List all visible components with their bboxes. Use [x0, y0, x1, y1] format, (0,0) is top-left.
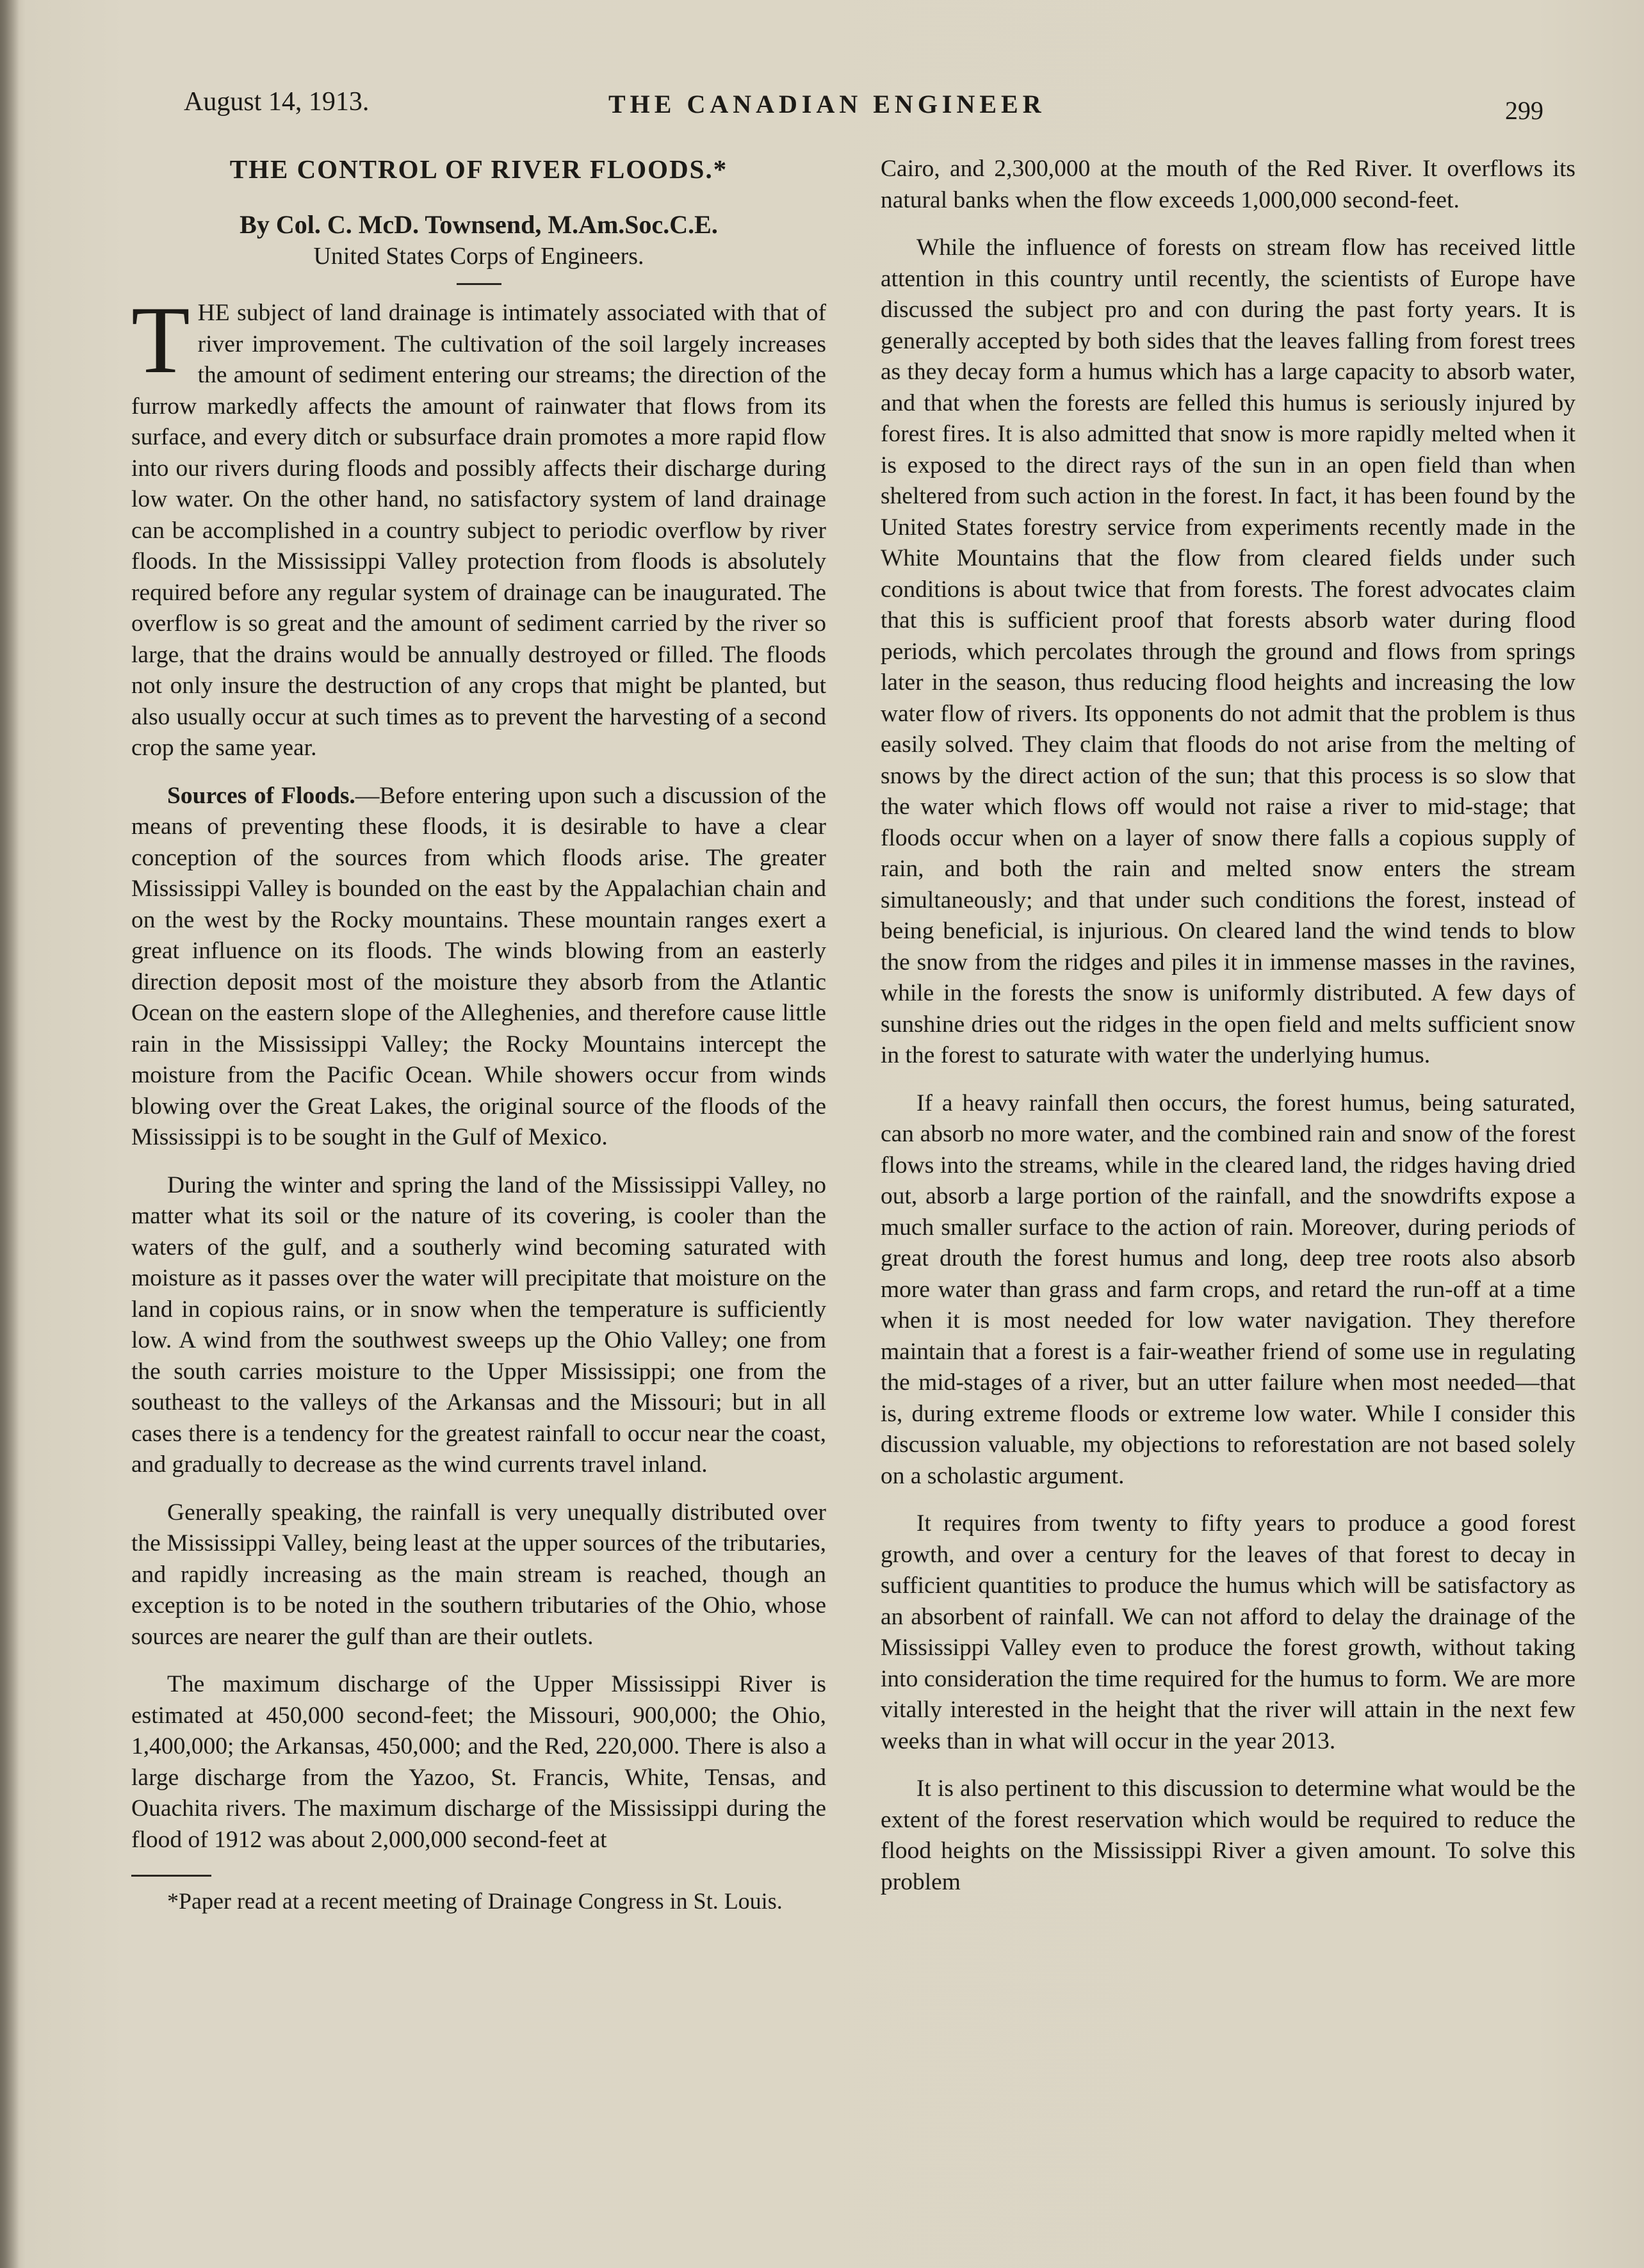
paragraph-intro	[131, 287, 826, 764]
paragraph-sources	[131, 781, 826, 1154]
paragraph-forest-reservation: It is also pertinent to this discussion to determine what would be the extent of the forest reservation which would be required to reduce the flood heights on the Mississippi River a given amount. To solve this problem	[881, 1775, 1575, 1895]
paragraph-intro-text: HE subject of land drainage is intimately associated with that of river improvement. The cultivation of the soil largely increases the amount of sediment entering our streams; the direction of the furrow markedly affects the amount of rainwater that flows from its surface, and every ditch or subsurface drain promotes a more rapid flow into our rivers during floods and possibly affects their discharge during low water. On the other hand, no satisfactory system of land drainage can be accomplished in a country subject to periodic overflow by river floods. In the Mississippi Valley protection from floods is absolutely required before any regular system of drainage can be inaugurated. The overflow is so great and the amount of sediment carried by the river so large, that the drains would be annually destroyed or filled. The floods not only insure the destruction of any crops that might be planted, but also usually occur at such times as to prevent the harvesting of a second crop the same year.	[131, 300, 826, 761]
author-affiliation: United States Corps of Engineers.	[313, 243, 644, 270]
page-number: 299	[1505, 96, 1543, 125]
paragraph-forest-growth: It requires from twenty to fifty years to produce a good forest growth, and over a century for the leaves of that forest to decay in sufficient quantities to produce the humus which will be satisfactory as an absorbent of rainfall. We can not afford to delay the drainage of the Mississippi Valley even to produce the forest growth, without taking into consideration the time required for the humus to form. We are more vitally interested in the height that the river will attain in the next few weeks than in what will occur in the year 2013.	[881, 1510, 1575, 1754]
paragraph-heavy-rainfall: If a heavy rainfall then occurs, the forest humus, being saturated, can absorb no more water, and the combined rain and snow of the forest flows into the streams, while in the cleared land, the ridges having dried out, absorb a large portion of the rainfall, and the snowdrifts expose a much smaller surface to the action of rain. Moreover, during periods of great drouth the forest humus and long, deep tree roots also absorb more water than grass and farm crops, and retard the run-off at a time when it is most needed for low water navigation. They therefore maintain that a forest is a fair-weather friend of some use in regulating the mid-stages of a river, but an utter failure when most needed—that is, during extreme floods or extreme low water. While I consider this discussion valuable, my objections to reforestation are not based solely on a scholastic argument.	[881, 1089, 1575, 1489]
paragraph-winter-spring: During the winter and spring the land of the Mississippi Valley, no matter what its soil or the nature of its covering, is cooler than the waters of the gulf, and a southerly wind becoming saturated with moisture as it passes over the water will precipitate that moisture on the land in copious rains, or in snow when the temperature is sufficiently low. A wind from the southwest sweeps up the Ohio Valley; one from the south carries moisture to the Upper Mississippi; one from the southeast to the valleys of the Arkansas and the Missouri; but in all cases there is a tendency for the greatest rainfall to occur near the coast, and gradually to decrease as the wind currents travel inland.	[131, 1171, 826, 1478]
journal-title: THE CANADIAN ENGINEER	[608, 90, 1046, 118]
paragraph-sources-text: —Before entering upon such a discussion of the means of preventing these floods, it is desirable to have a clear conception of the sources from which floods arise. The greater Mississippi Valley is bounded on the east by the Appalachian chain and on the west by the Rocky mountains. These mountain ranges exert a great influence on its floods. The winds blowing from an easterly direction deposit most of the moisture they absorb from the Atlantic Ocean on the eastern slope of the Allegheniеs, and therefore cause little rain in the Mississippi Valley; the Rocky Mountains intercept the moisture from the Pacific Ocean. While showers occur from winds blowing over the Great Lakes, the original source of the floods of the Mississippi is to be sought in the Gulf of Mexico.	[131, 782, 827, 1150]
section-heading-sources: Sources of Floods.	[167, 782, 355, 809]
author-byline: By Col. C. McD. Townsend, M.Am.Soc.C.E.	[240, 210, 718, 239]
paragraph-cairo: Cairo, and 2,300,000 at the mouth of the Red River. It overflows its natural banks when the flow exceeds 1,000,000 second-feet.	[881, 156, 1575, 213]
paragraph-rainfall: Generally speaking, the rainfall is very unequally distributed over the Mississippi Valley, being least at the upper sources of the tributaries, and rapidly increasing as the main stream is reached, though an exception is to be noted in the southern tributaries of the Ohio, whose sources are nearer the gulf than are their outlets.	[131, 1499, 826, 1650]
right-column	[881, 154, 1575, 1898]
issue-date: August 14, 1913.	[184, 87, 370, 117]
footnote: *Paper read at a recent meeting of Drainage Congress in St. Louis.	[167, 1888, 783, 1914]
paragraph-max-discharge: The maximum discharge of the Upper Mississippi River is estimated at 450,000 second-feet; the Missouri, 900,000; the Ohio, 1,400,000; the Arkansas, 450,000; and the Red, 220,000. There is also a large discharge from the Yazoo, St. Francis, White, Tensas, and Ouachita rivers. The maximum discharge of the Mississippi during the flood of 1912 was about 2,000,000 second-feet at	[131, 1671, 826, 1853]
running-header	[0, 86, 1644, 125]
footnote-rule	[131, 1875, 211, 1877]
byline-rule	[457, 283, 501, 285]
article-title: THE CONTROL OF RIVER FLOODS.*	[229, 154, 728, 184]
paragraph-forests: While the influence of forests on stream flow has received little attention in this country until recently, the scientists of Europe have discussed the subject pro and con during the past forty years. It is generally accepted by both sides that the leaves falling from forest trees as they decay form a humus which has a large capacity to absorb water, and that when the forests are felled this humus is seriously injured by forest fires. It is also admitted that snow is more rapidly melted when it is exposed to the direct rays of the sun in an open field than when sheltered from such action in the forest. In fact, it has been found by the United States forestry service from experiments recently made in the White Mountains that the flow from cleared fields under such conditions is about twice that from forests. The forest advocates claim that this is sufficient proof that forests absorb water during flood periods, which percolates through the ground and flows from springs later in the season, thus reducing flood heights and increasing the low water flow of rivers. Its opponents do not admit that the problem is thus easily solved. They claim that floods do not arise from the melting of snows by the direct action of the sun; that this process is so slow that the water which flows off would not raise a river to mid-stage; that floods occur when on a layer of snow there falls a copious supply of rain, and both the rain and melted snow enters the stream simultaneously; and that under such conditions the forest, instead of being beneficial, is injurious. On cleared land the wind tends to blow the snow from the ridges and piles it in immense masses in the ravines, while in the forests the snow is uniformly distributed. A few days of sunshine dries out the ridges in the open field and melts sufficient snow in the forest to saturate with water the underlying humus.	[881, 234, 1575, 1068]
left-column	[131, 154, 826, 1915]
drop-cap: T	[131, 287, 190, 393]
binding-gutter-shadow	[0, 0, 19, 2268]
